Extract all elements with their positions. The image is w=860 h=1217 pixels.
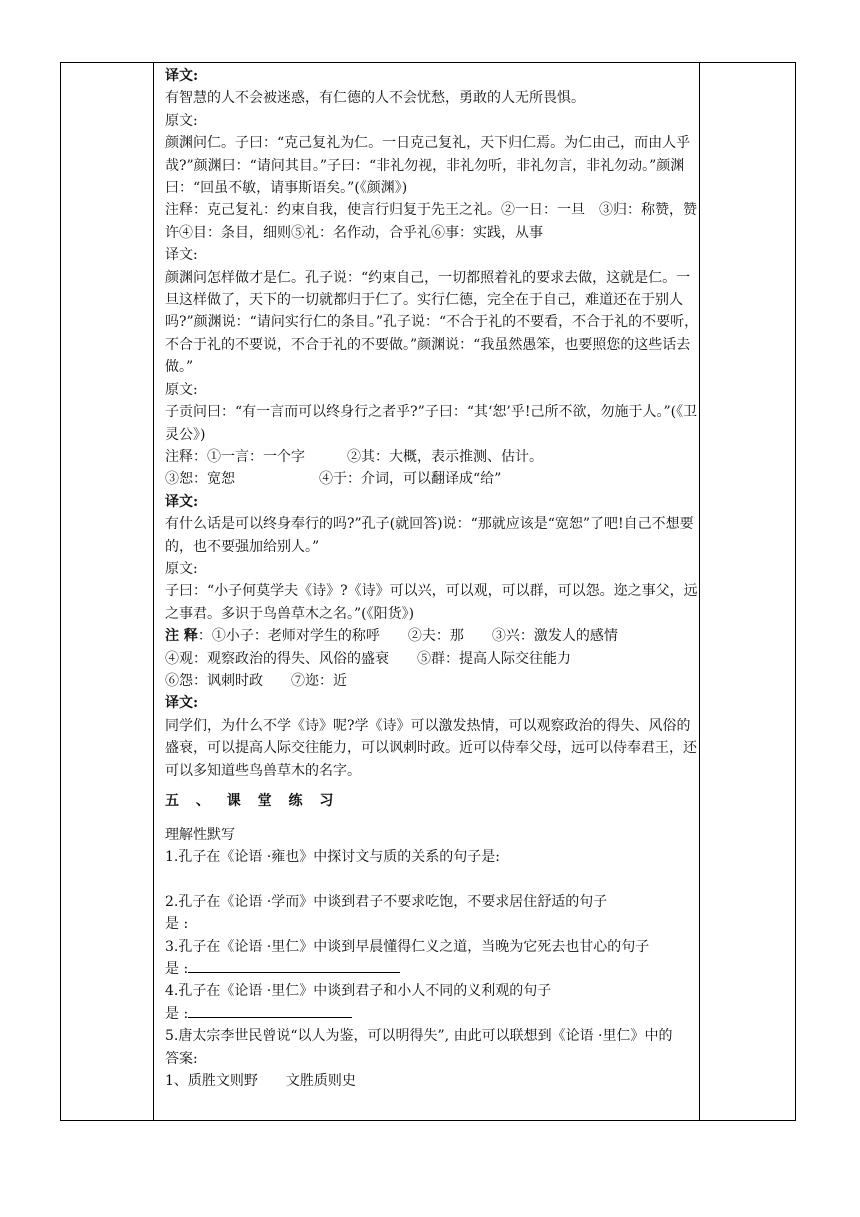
original-text: 子曰：“小子何莫学夫《诗》?《诗》可以兴，可以观，可以群，可以怨。迩之事父，远之事君。多识于鸟兽草木之名。”(《阳货》) [165,583,698,622]
translation-text: 颜渊问怎样做才是仁。孔子说：“约束自己，一切都照着礼的要求去做，这就是仁。一旦这样做了，天下的一切就都归于仁了。实行仁德，完全在于自己，难道还在于别人吗?”颜渊说：“请问实行仁的条目。”孔子说：“不合于礼的不要看，不合于礼的不要听，不合于礼的不要说，不合于礼的不要做。”颜渊说：“我虽然愚笨，也要照您的这些话去做。” [165,269,699,376]
original-label: 原文: [165,560,198,577]
annotation-body: ：①小子：老师对学生的称呼 ②夫：那 ③兴：激发人的感情 [197,628,618,645]
translation-text: 有智慧的人不会被迷惑，有仁德的人不会忧愁，勇敢的人无所畏惧。 [165,90,585,107]
annotation-text: 注释：①一言：一个字 ②其：大概，表示推测、估计。 [165,448,543,465]
answer-1: 1、质胜文则野 文胜质则史 [165,1073,356,1090]
original-text: 颜渊问仁。子曰：“克己复礼为仁。一日克己复礼，天下归仁焉。为仁由己，而由人乎哉?”颜渊曰：“请问其目。”子曰：“非礼勿视，非礼勿听，非礼勿言，非礼勿动。”颜渊曰：“回虽不敏，请事斯语矣。”(《颜渊》) [165,135,691,197]
exercise-question-4-cont [165,1003,701,1025]
lesson-table [60,62,796,1121]
translation-text: 同学们，为什么不学《诗》呢?学《诗》可以激发热情，可以观察政治的得失、风俗的盛衰，可以提高人际交往能力，可以讽刺时政。近可以侍奉父母，远可以侍奉君王，还可以多知道些鸟兽草木的名字。 [165,717,697,779]
section-heading: 五 、 课 堂 练 习 [165,793,340,809]
annotation-text [165,625,701,647]
annotation-text: ③恕：宽恕 ④于：介词，可以翻译成“给” [165,471,502,488]
annotation-label: 注 释 [165,628,198,645]
exercise-title: 理解性默写 [165,827,235,843]
exercise-question-2-cont: 是 : [165,916,189,933]
answer-blank [188,1003,352,1018]
exercise-question-3-cont [165,958,701,980]
answer-blank [188,958,400,973]
original-label: 原文: [165,381,198,398]
exercise-question-2: 2.孔子在《论语 ·学而》中谈到君子不要求吃饱，不要求居住舒适的句子 [165,893,608,910]
translation-label: 译文: [165,247,198,264]
annotation-text: ④观：观察政治的得失、风俗的盛衰 ⑤群：提高人际交往能力 [165,650,571,667]
table-divider-left [153,63,154,1120]
translation-text: 有什么话是可以终身奉行的吗?”孔子(就回答)说：“那就应该是“宽恕”了吧!自己不想要的，也不要强加给别人。” [165,516,694,555]
translation-label: 译文: [165,493,199,510]
translation-label: 译文: [165,68,199,84]
exercise-question-3: 3.孔子在《论语 ·里仁》中谈到早晨懂得仁义之道，当晚为它死去也甘心的句子 [165,938,650,955]
original-label: 原文: [165,112,198,129]
translation-label: 译文: [165,695,199,712]
original-text: 子贡问曰：“有一言而可以终身行之者乎?”子曰：“其‘恕’乎!己所不欲，勿施于人。”(《卫灵公》) [165,404,698,443]
exercise-question-4: 4.孔子在《论语 ·里仁》中谈到君子和小人不同的义利观的句子 [165,983,552,1000]
answer-prefix: 是 : [165,1005,189,1022]
annotation-text: ⑥怨：讽刺时政 ⑦迩：近 [165,672,347,689]
exercise-question-1: 1.孔子在《论语 ·雍也》中探讨文与质的关系的句子是: [165,849,500,866]
answer-prefix: 是 : [165,961,189,978]
lesson-content [165,65,701,1092]
answer-space [165,869,701,891]
answer-label: 答案: [165,1050,198,1067]
exercise-question-5: 5.唐太宗李世民曾说“以人为鉴，可以明得失”, 由此可以联想到《论语 ·里仁》中的 [165,1028,673,1045]
annotation-text: 注释：克己复礼：约束自我，使言行归复于先王之礼。②一日：一旦 ③归：称赞，赞许④目：条目，细则⑤礼：名作动，合乎礼⑥事：实践，从事 [165,202,697,241]
